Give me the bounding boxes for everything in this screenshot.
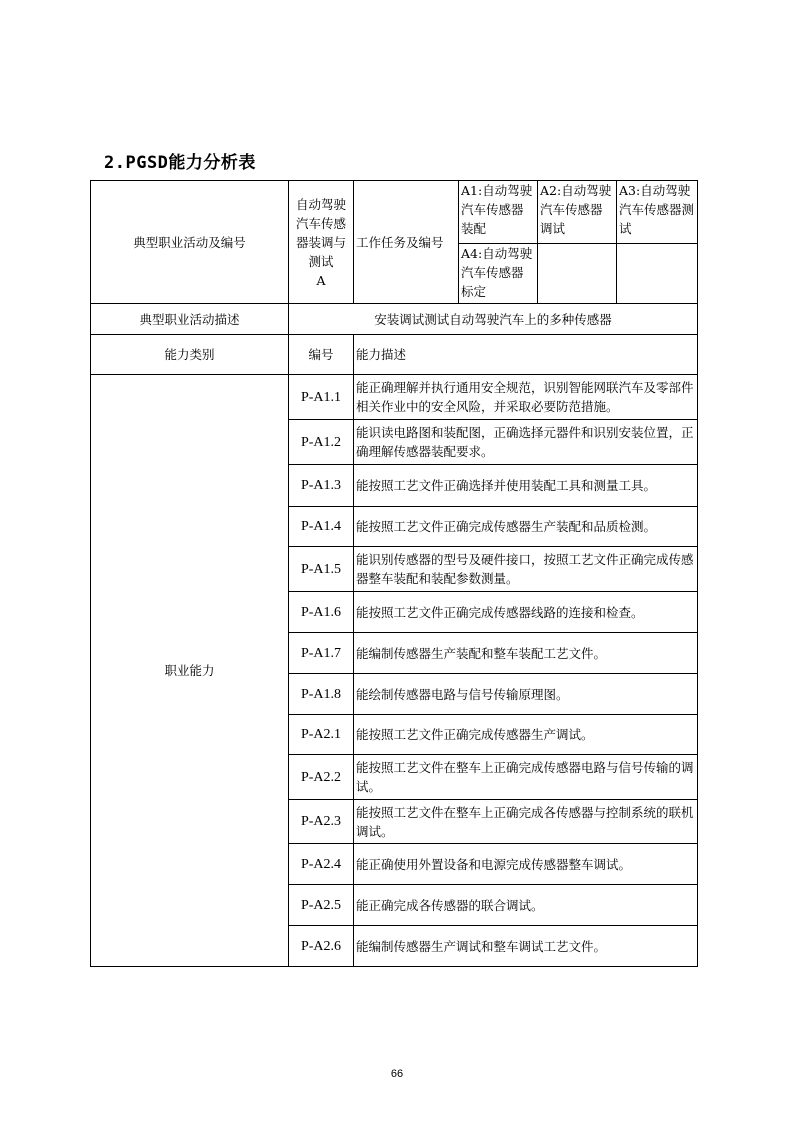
activity-name-cell [289, 181, 354, 304]
ability-code: P-A1.4 [289, 507, 354, 547]
ability-desc: 能绘制传感器电路与信号传输原理图。 [354, 674, 698, 715]
category-cell: 职业能力 [91, 375, 289, 967]
ability-code: P-A1.8 [289, 674, 354, 715]
ability-code: P-A1.7 [289, 633, 354, 674]
ability-desc: 能编制传感器生产装配和整车装配工艺文件。 [354, 633, 698, 674]
col-header-category: 能力类别 [91, 335, 289, 375]
ability-desc: 能按照工艺文件在整车上正确完成传感器电路与信号传输的调试。 [354, 755, 698, 800]
empty-cell [617, 244, 698, 304]
ability-code: P-A2.5 [289, 885, 354, 926]
task-label-cell: 工作任务及编号 [354, 181, 459, 304]
activity-label-cell: 典型职业活动及编号 [91, 181, 289, 304]
ability-code: P-A2.4 [289, 844, 354, 885]
ability-desc: 能识读电路图和装配图，正确选择元器件和识别安装位置，正确理解传感器装配要求。 [354, 420, 698, 465]
ability-code: P-A2.2 [289, 755, 354, 800]
ability-code: P-A1.2 [289, 420, 354, 465]
col-header-description: 能力描述 [354, 335, 698, 375]
activity-desc-label: 典型职业活动描述 [91, 304, 289, 335]
ability-code: P-A1.1 [289, 375, 354, 420]
ability-desc: 能按照工艺文件正确完成传感器生产调试。 [354, 715, 698, 755]
task-cell: A3:自动驾驶汽车传感器测试 [617, 181, 698, 244]
ability-code: P-A1.6 [289, 592, 354, 633]
ability-desc: 能正确使用外置设备和电源完成传感器整车调试。 [354, 844, 698, 885]
col-header-code: 编号 [289, 335, 354, 375]
empty-cell [538, 244, 617, 304]
ability-desc: 能正确理解并执行通用安全规范，识别智能网联汽车及零部件相关作业中的安全风险，并采取必要防范措施。 [354, 375, 698, 420]
ability-desc: 能按照工艺文件正确完成传感器线路的连接和检查。 [354, 592, 698, 633]
ability-desc: 能按照工艺文件在整车上正确完成各传感器与控制系统的联机调试。 [354, 800, 698, 844]
activity-name: 自动驾驶汽车传感器装调与测试 [295, 196, 346, 269]
ability-desc: 能识别传感器的型号及硬件接口，按照工艺文件正确完成传感器整车装配和装配参数测量。 [354, 547, 698, 592]
ability-code: P-A2.3 [289, 800, 354, 844]
ability-code: P-A1.3 [289, 465, 354, 507]
page-number: 66 [390, 1068, 404, 1080]
ability-desc: 能编制传感器生产调试和整车调试工艺文件。 [354, 926, 698, 967]
activity-desc: 安装调试测试自动驾驶汽车上的多种传感器 [289, 304, 698, 335]
ability-code: P-A1.5 [289, 547, 354, 592]
ability-desc: 能按照工艺文件正确选择并使用装配工具和测量工具。 [354, 465, 698, 507]
activity-code: A [316, 272, 326, 288]
ability-code: P-A2.1 [289, 715, 354, 755]
ability-desc: 能按照工艺文件正确完成传感器生产装配和品质检测。 [354, 507, 698, 547]
task-cell: A4:自动驾驶汽车传感器标定 [459, 244, 538, 304]
pgsd-ability-table [90, 180, 698, 967]
ability-desc: 能正确完成各传感器的联合调试。 [354, 885, 698, 926]
ability-code: P-A2.6 [289, 926, 354, 967]
page-heading: 2.PGSD能力分析表 [104, 153, 256, 173]
task-cell: A1:自动驾驶汽车传感器装配 [459, 181, 538, 244]
task-cell: A2:自动驾驶汽车传感器调试 [538, 181, 617, 244]
